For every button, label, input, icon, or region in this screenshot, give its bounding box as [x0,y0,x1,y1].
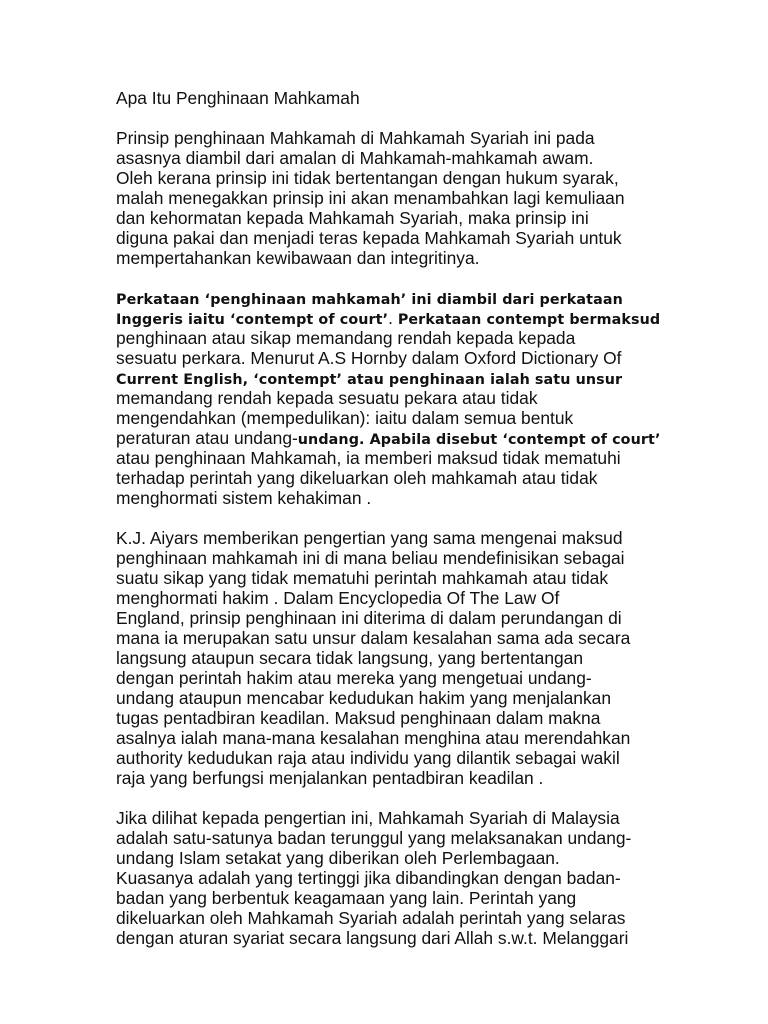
text-line [116,708,661,728]
text-run: Kuasanya adalah yang tertinggi jika dibandingkan dengan badan- [116,868,621,888]
text-line [116,428,661,448]
text-line [116,488,661,508]
text-line [116,908,661,928]
text-line [116,388,661,408]
text-run: adalah satu-satunya badan terunggul yang melaksanakan undang- [116,828,632,848]
text-line [116,608,661,628]
text-line [116,868,661,888]
text-run: atau penghinaan Mahkamah, ia memberi maksud tidak mematuhi [116,448,621,468]
text-run: Oleh kerana prinsip ini tidak bertentangan dengan hukum syarak, [116,168,619,188]
text-run: mengendahkan (mempedulikan): iaitu dalam semua bentuk [116,408,574,428]
text-line [116,208,661,228]
text-run: suatu sikap yang tidak mematuhi perintah mahkamah atau tidak [116,568,609,588]
text-line [116,288,661,308]
text-line [116,528,661,548]
text-line [116,448,661,468]
document-body [116,128,661,948]
text-run: Jika dilihat kepada pengertian ini, Mahkamah Syariah di Malaysia [116,808,620,828]
text-run: mana ia merupakan satu unsur dalam kesalahan sama ada secara [116,628,631,648]
bold-text-run: Current English, ‘contempt’ atau penghinaan ialah satu unsur [116,372,623,388]
text-line [116,728,661,748]
text-run: memandang rendah kepada sesuatu pekara atau tidak [116,388,538,408]
paragraph [116,128,661,268]
text-run: tugas pentadbiran keadilan. Maksud penghinaan dalam makna [116,708,601,728]
text-run: . [388,308,398,328]
text-line [116,368,661,388]
text-run: raja yang berfungsi menjalankan pentadbiran keadilan . [116,768,544,788]
text-line [116,828,661,848]
document-page [116,88,661,968]
text-run: dengan aturan syariat secara langsung dari Allah s.w.t. Melanggari [116,928,629,948]
text-line [116,848,661,868]
text-line [116,408,661,428]
text-run: menghormati sistem kehakiman . [116,488,372,508]
text-run: dengan perintah hakim atau mereka yang mengetuai undang- [116,668,592,688]
text-line [116,308,661,328]
text-run: langsung ataupun secara tidak langsung, yang bertentangan [116,648,584,668]
text-line [116,688,661,708]
bold-text-run: Inggeris iaitu ‘contempt of court’ [116,312,389,328]
text-run: dan kehormatan kepada Mahkamah Syariah, maka prinsip ini [116,208,589,228]
text-run: Prinsip penghinaan Mahkamah di Mahkamah Syariah ini pada [116,128,595,148]
bold-text-run: Perkataan ‘penghinaan mahkamah’ ini diambil dari perkataan [116,292,623,308]
text-line [116,468,661,488]
text-line [116,808,661,828]
text-line [116,168,661,188]
text-run: undang ataupun mencabar kedudukan hakim yang menjalankan [116,688,612,708]
text-line [116,648,661,668]
text-run: dikeluarkan oleh Mahkamah Syariah adalah perintah yang selaras [116,908,626,928]
text-line [116,668,661,688]
text-line [116,888,661,908]
text-run: asalnya ialah mana-mana kesalahan menghina atau merendahkan [116,728,631,748]
text-line [116,128,661,148]
text-line [116,188,661,208]
text-line [116,768,661,788]
bold-text-run: Perkataan contempt bermaksud [397,312,661,328]
text-run: malah menegakkan prinsip ini akan menambahkan lagi kemuliaan [116,188,625,208]
text-run: penghinaan mahkamah ini di mana beliau mendefinisikan sebagai [116,548,625,568]
text-run: K.J. Aiyars memberikan pengertian yang sama mengenai maksud [116,528,623,548]
bold-text-run: undang. Apabila disebut ‘contempt of court’ [297,432,661,448]
document-title: Apa Itu Penghinaan Mahkamah [116,88,360,108]
text-run: England, prinsip penghinaan ini diterima di dalam perundangan di [116,608,622,628]
text-line [116,568,661,588]
paragraph [116,528,661,788]
text-run: sesuatu perkara. Menurut A.S Hornby dalam Oxford Dictionary Of [116,348,622,368]
text-line [116,588,661,608]
text-run: penghinaan atau sikap memandang rendah kepada kepada [116,328,576,348]
text-run: undang Islam setakat yang diberikan oleh Perlembagaan. [116,848,560,868]
text-run: mempertahankan kewibawaan dan integritinya. [116,248,480,268]
text-run: asasnya diambil dari amalan di Mahkamah-mahkamah awam. [116,148,594,168]
text-line [116,148,661,168]
text-run: badan yang berbentuk keagamaan yang lain. Perintah yang [116,888,577,908]
paragraph [116,288,661,508]
text-line [116,228,661,248]
paragraph [116,808,661,948]
text-line [116,748,661,768]
text-line [116,548,661,568]
text-run: authority kedudukan raja atau individu yang dilantik sebagai wakil [116,748,620,768]
text-line [116,928,661,948]
text-line [116,248,661,268]
text-line [116,628,661,648]
text-run: diguna pakai dan menjadi teras kepada Mahkamah Syariah untuk [116,228,622,248]
text-line [116,348,661,368]
text-run: menghormati hakim . Dalam Encyclopedia Of The Law Of [116,588,560,608]
text-run: terhadap perintah yang dikeluarkan oleh mahkamah atau tidak [116,468,598,488]
text-run: peraturan atau undang- [116,428,298,448]
text-line [116,328,661,348]
